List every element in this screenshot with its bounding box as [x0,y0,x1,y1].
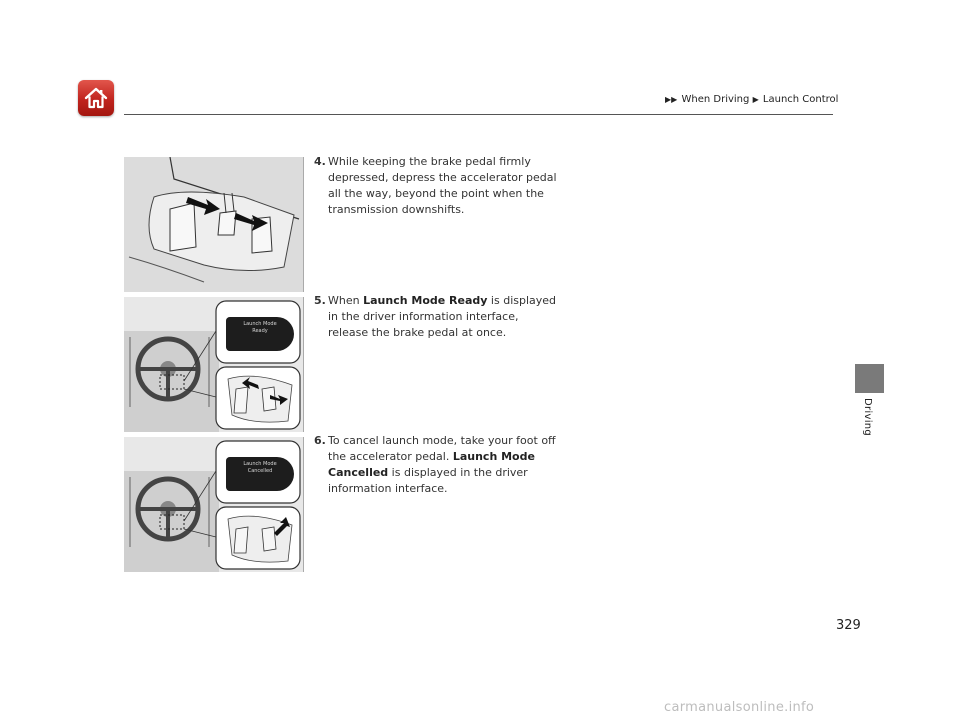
display-line-1: Launch Mode [243,461,277,467]
launch-mode-ready-term: Launch Mode Ready [363,294,488,307]
launch-mode-cancelled-term: Launch Mode Cancelled [328,450,535,479]
display-launch-mode-ready [226,317,294,351]
step-text [314,293,559,341]
breadcrumb [665,94,838,105]
figure-launch-mode-ready [124,297,304,432]
step-text-post: is displayed in the driver information interface, release the brake pedal at once. [328,294,557,339]
step-4 [314,154,559,218]
section-label: Driving [862,398,873,437]
breadcrumb-separator: ▶ [752,95,759,104]
page-number: 329 [836,618,861,633]
breadcrumb-marker: ▶▶ [665,95,678,104]
step-text-pre: To cancel launch mode, take your foot off the accelerator pedal. [328,434,556,463]
header-rule [124,114,833,115]
figure-pedals-accelerator [124,157,304,292]
step-6 [314,433,559,497]
watermark[interactable]: carmanualsonline.info [664,700,815,715]
step-text: While keeping the brake pedal firmly depressed, depress the accelerator pedal all the way, beyond the point when the transmission downshifts. [328,155,557,216]
home-button[interactable] [78,80,114,116]
figure-launch-mode-cancelled [124,437,304,572]
step-5 [314,293,559,341]
step-text [314,433,559,497]
breadcrumb-item-when-driving[interactable]: When Driving [681,94,750,105]
display-line-1: Launch Mode [243,321,277,327]
step-number: 6. [314,434,326,447]
step-number: 5. [314,294,326,307]
step-text-post: is displayed in the driver information interface. [328,466,528,495]
display-line-2: Ready [252,328,268,334]
display-line-2: Cancelled [247,468,273,474]
home-icon [83,85,109,111]
display-launch-mode-cancelled [226,457,294,491]
step-text-pre: When [328,294,364,307]
breadcrumb-item-launch-control[interactable]: Launch Control [762,94,839,105]
step-number: 4. [314,155,326,168]
section-tab[interactable] [855,364,884,393]
